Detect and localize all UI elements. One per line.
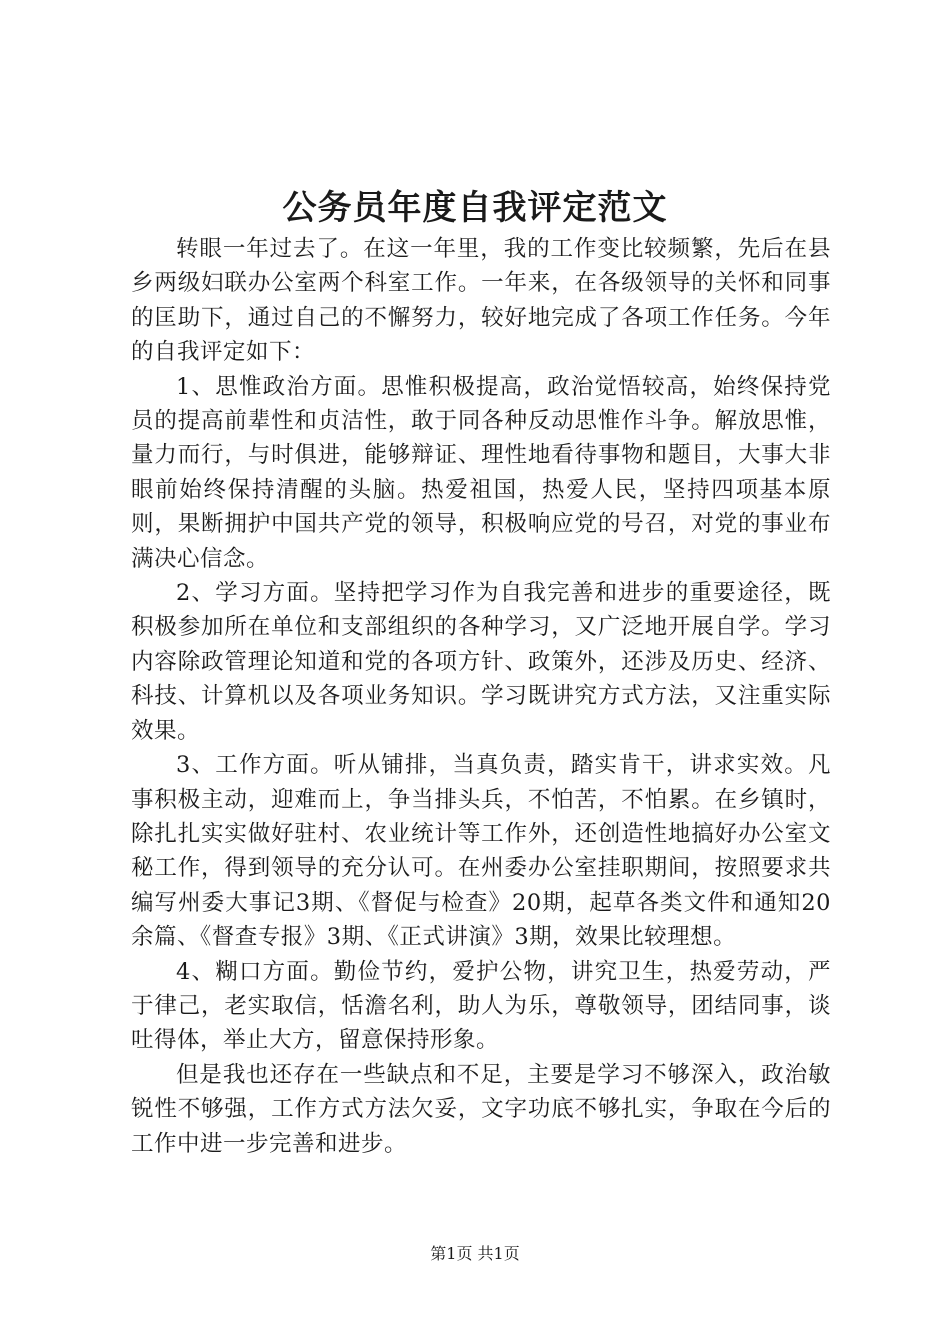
document-body [131,232,831,1161]
paragraph-intro: 转眼一年过去了。在这一年里，我的工作变比较频繁，先后在县乡两级妇联办公室两个科室工作。一年来，在各级领导的关怀和同事的匡助下，通过自己的不懈努力，较好地完成了各项工作任务。今年的自我评定如下： [131,236,831,366]
paragraph-work: 3、工作方面。听从铺排，当真负责，踏实肯干，讲求实效。凡事积极主动，迎难而上，争当排头兵，不怕苦，不怕累。在乡镇时，除扎扎实实做好驻村、农业统计等工作外，还创造性地搞好办公室文秘工作，得到领导的充分认可。在州委办公室挂职期间，按照要求共编写州委大事记3期、《督促与检查》20期，起草各类文件和通知20余篇、《督查专报》3期、《正式讲演》3期，效果比较理想。 [131,752,831,951]
page-footer: 第1页 共1页 [430,1244,520,1263]
document-title: 公务员年度自我评定范文 [282,188,668,228]
paragraph-life: 4、糊口方面。勤俭节约，爱护公物，讲究卫生，热爱劳动，严于律己，老实取信，恬澹名利，助人为乐，尊敬领导，团结同事，谈吐得体，举止大方，留意保持形象。 [131,958,831,1054]
paragraph-study: 2、学习方面。坚持把学习作为自我完善和进步的重要途径，既积极参加所在单位和支部组织的各种学习，又广泛地开展自学。学习内容除政管理论知道和党的各项方针、政策外，还涉及历史、经济、科技、计算机以及各项业务知识。学习既讲究方式方法，又注重实际效果。 [131,580,831,744]
paragraph-shortcomings: 但是我也还存在一些缺点和不足，主要是学习不够深入，政治敏锐性不够强，工作方式方法欠妥，文字功底不够扎实，争取在今后的工作中进一步完善和进步。 [131,1061,831,1157]
paragraph-political: 1、思惟政治方面。思惟积极提高，政治觉悟较高，始终保持党员的提高前辈性和贞洁性，敢于同各种反动思惟作斗争。解放思惟，量力而行，与时俱进，能够辩证、理性地看待事物和题目，大事大非眼前始终保持清醒的头脑。热爱祖国，热爱人民，坚持四项基本原则，果断拥护中国共产党的领导，积极响应党的号召，对党的事业布满决心信念。 [131,373,831,572]
